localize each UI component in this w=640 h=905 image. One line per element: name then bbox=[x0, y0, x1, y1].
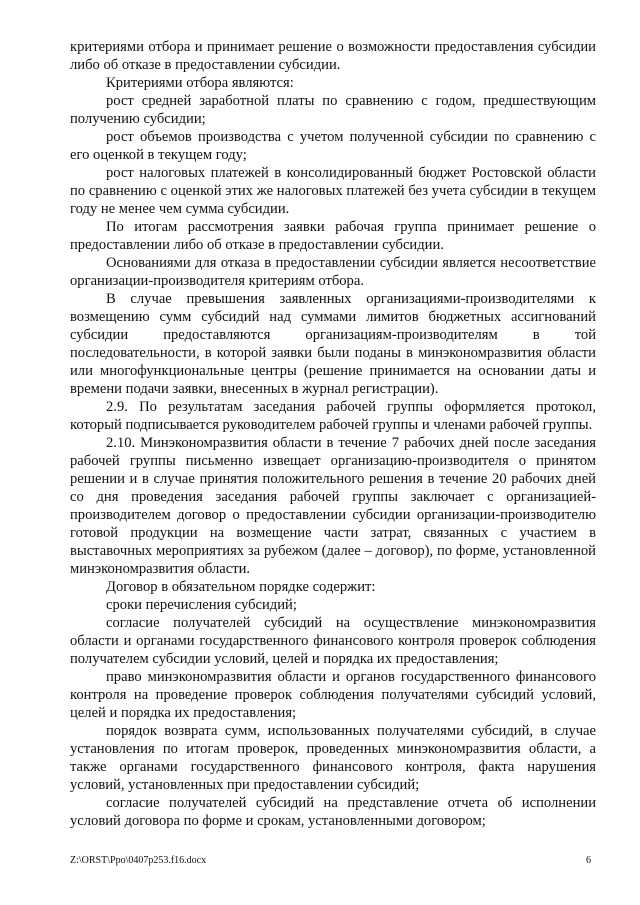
paragraph-5: По итогам рассмотрения заявки рабочая группа принимает решение о предоставлении либо об отказе в предоставлении субсидии. bbox=[70, 219, 596, 253]
paragraph-1: Критериями отбора являются: bbox=[106, 75, 294, 91]
paragraph-2: рост средней заработной платы по сравнению с годом, предшествующим получению субсидии; bbox=[70, 93, 596, 127]
paragraph-14: порядок возврата сумм, использованных получателями субсидий, в случае установления по итогам проверок, проведенных минэкономразвития области, а также органами государственного финансового контроля, факта нарушения условий, установленных при предоставлении субсидий; bbox=[70, 723, 596, 793]
paragraph-13: право минэкономразвития области и органов государственного финансового контроля на проведение проверок соблюдения получателями субсидий условий, целей и порядка их предоставления; bbox=[70, 669, 596, 721]
paragraph-10: Договор в обязательном порядке содержит: bbox=[106, 579, 376, 595]
paragraph-6: Основаниями для отказа в предоставлении субсидии является несоответствие организации-производителя критериям отбора. bbox=[70, 255, 596, 289]
paragraph-9: 2.10. Минэкономразвития области в течение 7 рабочих дней после заседания рабочей группы письменно извещает организацию-производителя о принятом решении и в случае принятия положительного решения в течение 20 рабочих дней со дня проведения заседания рабочей группы заключает с организацией-производителем договор о предоставлении субсидии организации-производителю готовой продукции на возмещение части затрат, связанных с участием в выставочных мероприятиях за рубежом (далее – договор), по форме, установленной минэкономразвития области. bbox=[70, 435, 596, 577]
document-body bbox=[70, 38, 596, 830]
paragraph-7: В случае превышения заявленных организациями-производителями к возмещению сумм субсидий над суммами лимитов бюджетных ассигнований субсидии предоставляются организациям-производителям в той последовательности, в которой заявки были поданы в минэкономразвития области или многофункциональные центры (решение принимается на основании даты и времени подачи заявки, внесенных в журнал регистрации). bbox=[70, 291, 596, 397]
paragraph-12: согласие получателей субсидий на осуществление минэкономразвития области и органами государственного финансового контроля проверок соблюдения получателем субсидии условий, целей и порядка их предоставления; bbox=[70, 615, 596, 667]
paragraph-4: рост налоговых платежей в консолидированный бюджет Ростовской области по сравнению с оценкой этих же налоговых платежей без учета субсидии в текущем году не менее чем сумма субсидии. bbox=[70, 165, 596, 217]
paragraph-15: согласие получателей субсидий на представление отчета об исполнении условий договора по форме и срокам, установленными договором; bbox=[70, 795, 596, 829]
paragraph-0: критериями отбора и принимает решение о возможности предоставления субсидии либо об отказе в предоставлении субсидии. bbox=[70, 39, 596, 73]
paragraph-8: 2.9. По результатам заседания рабочей группы оформляется протокол, который подписывается руководителем рабочей группы и членами рабочей группы. bbox=[70, 399, 596, 433]
page-number: 6 bbox=[586, 855, 591, 866]
paragraph-3: рост объемов производства с учетом полученной субсидии по сравнению с его оценкой в текущем году; bbox=[70, 129, 596, 163]
paragraph-11: сроки перечисления субсидий; bbox=[106, 597, 297, 613]
footer-file-path: Z:\ORST\Ppo\0407p253.f16.docx bbox=[70, 855, 207, 866]
